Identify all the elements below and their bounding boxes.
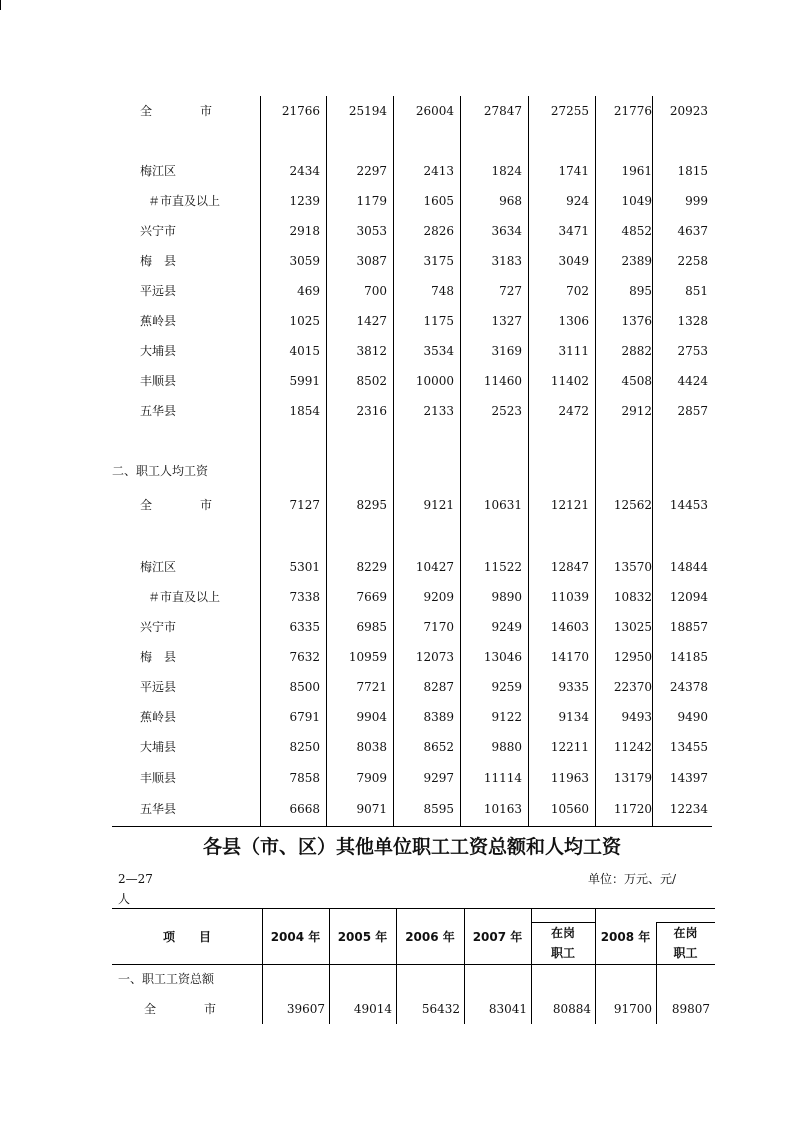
row-value-cell: 851 <box>685 284 708 298</box>
row-all-city-2004: 39607 <box>286 1002 325 1016</box>
row-value-cell: 1049 <box>621 194 652 208</box>
row-value-cell: 9134 <box>558 710 589 724</box>
row-value-cell: 10832 <box>613 590 652 604</box>
row-value-cell: 1376 <box>621 314 652 328</box>
table-number: 2—27 <box>118 872 153 886</box>
column-divider <box>460 96 461 826</box>
column-divider <box>260 96 261 826</box>
header-item: 项 目 <box>162 930 211 944</box>
column-divider <box>326 96 327 826</box>
row-value-cell: 7669 <box>356 590 387 604</box>
row-value-cell: 8229 <box>356 560 387 574</box>
row-value-cell: 999 <box>685 194 708 208</box>
row-value-cell: 12562 <box>613 498 652 512</box>
row-value-cell: 2912 <box>621 404 652 418</box>
row-value-cell <box>262 520 320 550</box>
row-value-cell: 3111 <box>558 344 589 358</box>
row-value-cell: 1961 <box>621 164 652 178</box>
row-value-cell <box>395 426 454 456</box>
row-value-cell: 11522 <box>483 560 522 574</box>
row-value-cell: 3471 <box>558 224 589 238</box>
row-label: 二、职工人均工资 <box>112 464 209 478</box>
row-value-cell: 6791 <box>289 710 320 724</box>
row-value-cell <box>395 520 454 550</box>
row-value-cell: 10000 <box>415 374 454 388</box>
row-value-cell: 4852 <box>621 224 652 238</box>
row-value-cell: 9249 <box>491 620 522 634</box>
row-label: 五华县 <box>140 404 177 418</box>
row-label: 全 市 <box>140 104 213 118</box>
row-value-cell: 924 <box>566 194 589 208</box>
row-label: 蕉岭县 <box>140 710 177 724</box>
column-divider <box>528 96 529 826</box>
row-value-cell: 1025 <box>289 314 320 328</box>
row-label: ＃市直及以上 <box>148 590 221 604</box>
row-value-cell: 2826 <box>423 224 454 238</box>
header-zaigang-2b: 职工 <box>673 946 698 960</box>
row-value-cell: 10560 <box>550 802 589 816</box>
row-value-cell: 14453 <box>669 498 708 512</box>
table-bottom-border <box>112 826 712 827</box>
row-label: 丰顺县 <box>140 771 177 785</box>
row-value-cell: 12073 <box>415 650 454 664</box>
table-row <box>112 186 712 216</box>
row-value-cell: 1605 <box>423 194 454 208</box>
row-value-cell: 13570 <box>613 560 652 574</box>
row-value-cell: 2523 <box>491 404 522 418</box>
row-value-cell: 12234 <box>669 802 708 816</box>
row-value-cell: 9490 <box>677 710 708 724</box>
row-value-cell <box>395 456 454 486</box>
row-value-cell: 2857 <box>677 404 708 418</box>
row-value-cell: 13455 <box>669 740 708 754</box>
row-value-cell <box>597 520 652 550</box>
row-value-cell: 8038 <box>356 740 387 754</box>
table-row <box>112 582 712 612</box>
row-value-cell <box>328 520 387 550</box>
row-value-cell: 3087 <box>356 254 387 268</box>
row-value-cell: 1741 <box>558 164 589 178</box>
row-value-cell: 18857 <box>669 620 708 634</box>
row-value-cell: 7127 <box>289 498 320 512</box>
table-row <box>112 520 712 550</box>
row-all-city-2007: 83041 <box>488 1002 527 1016</box>
row-value-cell: 3059 <box>289 254 320 268</box>
row-value-cell <box>328 126 387 156</box>
row-value-cell: 13046 <box>483 650 522 664</box>
row-value-cell: 2316 <box>356 404 387 418</box>
row-value-cell: 469 <box>297 284 320 298</box>
row-value-cell <box>530 456 589 486</box>
row-value-cell: 3183 <box>491 254 522 268</box>
row-label <box>112 426 262 456</box>
row-all-city-2008: 91700 <box>613 1002 652 1016</box>
header-2008: 2008 年 <box>600 930 651 944</box>
row-value-cell: 6335 <box>289 620 320 634</box>
row-value-cell: 5991 <box>289 374 320 388</box>
row-value-cell: 11114 <box>483 771 522 785</box>
row-value-cell: 13025 <box>613 620 652 634</box>
table-row <box>112 672 712 702</box>
header-zaigang-1a: 在岗 <box>550 926 575 940</box>
row-value-cell: 1179 <box>356 194 387 208</box>
row-value-cell <box>462 426 522 456</box>
row-value-cell: 9890 <box>491 590 522 604</box>
row-label: 梅江区 <box>140 164 177 178</box>
row-value-cell: 9493 <box>621 710 652 724</box>
row-value-cell: 10427 <box>415 560 454 574</box>
row-value-cell: 21766 <box>281 104 320 118</box>
row-value-cell: 4508 <box>621 374 652 388</box>
row-value-cell <box>262 426 320 456</box>
row-value-cell: 9121 <box>423 498 454 512</box>
row-value-cell: 8595 <box>423 802 454 816</box>
row-label: 梅江区 <box>140 560 177 574</box>
row-value-cell: 24378 <box>669 680 708 694</box>
row-value-cell <box>660 426 708 456</box>
row-value-cell: 9880 <box>491 740 522 754</box>
row-value-cell: 3812 <box>356 344 387 358</box>
row-value-cell: 8389 <box>423 710 454 724</box>
row-value-cell: 27255 <box>550 104 589 118</box>
row-value-cell: 2753 <box>677 344 708 358</box>
row-value-cell <box>530 426 589 456</box>
row-value-cell: 14170 <box>550 650 589 664</box>
table-row <box>112 216 712 246</box>
row-value-cell: 2918 <box>289 224 320 238</box>
row-value-cell: 10163 <box>483 802 522 816</box>
row-value-cell <box>328 456 387 486</box>
row-value-cell: 1815 <box>677 164 708 178</box>
table-row <box>112 276 712 306</box>
row-value-cell: 14844 <box>669 560 708 574</box>
table-row <box>112 642 712 672</box>
row-value-cell: 22370 <box>613 680 652 694</box>
row-value-cell: 11720 <box>613 802 652 816</box>
row-value-cell: 8295 <box>356 498 387 512</box>
row-all-city-zaigang-2007: 80884 <box>552 1002 591 1016</box>
row-label <box>112 126 262 156</box>
row-value-cell: 21776 <box>613 104 652 118</box>
table-row <box>112 426 712 456</box>
column-divider <box>595 96 596 826</box>
row-value-cell: 14185 <box>669 650 708 664</box>
row-value-cell: 4424 <box>677 374 708 388</box>
row-value-cell <box>262 456 320 486</box>
row-value-cell: 25194 <box>348 104 387 118</box>
row-value-cell: 8652 <box>423 740 454 754</box>
row-value-cell: 2434 <box>289 164 320 178</box>
row-value-cell: 727 <box>499 284 522 298</box>
row-value-cell <box>462 456 522 486</box>
row-value-cell: 27847 <box>483 104 522 118</box>
row-value-cell: 2258 <box>677 254 708 268</box>
row-value-cell: 4015 <box>289 344 320 358</box>
row-value-cell: 1175 <box>423 314 454 328</box>
row-value-cell: 3049 <box>558 254 589 268</box>
column-divider <box>652 96 653 826</box>
row-value-cell: 2297 <box>356 164 387 178</box>
row-label: ＃市直及以上 <box>148 194 221 208</box>
row-value-cell: 9297 <box>423 771 454 785</box>
header-zaigang-1b: 职工 <box>550 946 575 960</box>
header-zaigang-2a: 在岗 <box>673 926 698 940</box>
table-row <box>112 490 712 520</box>
row-value-cell <box>597 456 652 486</box>
table-row <box>112 96 712 126</box>
row-label <box>112 520 262 550</box>
row-value-cell: 11039 <box>550 590 589 604</box>
row-value-cell: 1327 <box>491 314 522 328</box>
row-value-cell: 12950 <box>613 650 652 664</box>
row-value-cell: 7721 <box>356 680 387 694</box>
row-value-cell <box>530 126 589 156</box>
row-all-city-2006: 56432 <box>421 1002 460 1016</box>
row-label: 梅 县 <box>140 254 177 268</box>
row-value-cell: 11460 <box>483 374 522 388</box>
header-2004: 2004 年 <box>270 930 321 944</box>
row-value-cell: 8287 <box>423 680 454 694</box>
row-value-cell <box>462 520 522 550</box>
row-value-cell: 6985 <box>356 620 387 634</box>
row-label: 五华县 <box>140 802 177 816</box>
table-row <box>112 126 712 156</box>
table-title: 各县（市、区）其他单位职工工资总额和人均工资 <box>202 836 621 858</box>
row-value-cell: 12211 <box>550 740 589 754</box>
row-value-cell: 1239 <box>289 194 320 208</box>
row-value-cell: 9122 <box>491 710 522 724</box>
row-label: 兴宁市 <box>140 620 177 634</box>
row-value-cell: 4637 <box>677 224 708 238</box>
table-row <box>112 156 712 186</box>
row-value-cell: 2133 <box>423 404 454 418</box>
row-value-cell: 2472 <box>558 404 589 418</box>
row-value-cell: 9209 <box>423 590 454 604</box>
row-value-cell: 9335 <box>558 680 589 694</box>
row-value-cell: 10631 <box>483 498 522 512</box>
row-value-cell <box>328 426 387 456</box>
row-value-cell: 14397 <box>669 771 708 785</box>
row-value-cell <box>262 126 320 156</box>
section-total-wages-label: 一、职工工资总额 <box>118 972 215 986</box>
row-value-cell: 2882 <box>621 344 652 358</box>
column-divider <box>393 96 394 826</box>
row-value-cell <box>462 126 522 156</box>
row-value-cell <box>597 426 652 456</box>
row-label: 平远县 <box>140 680 177 694</box>
row-value-cell: 9904 <box>356 710 387 724</box>
row-value-cell: 7170 <box>423 620 454 634</box>
row-value-cell: 3534 <box>423 344 454 358</box>
row-value-cell: 14603 <box>550 620 589 634</box>
page-corner-mark <box>0 0 1 10</box>
table-row <box>112 552 712 582</box>
row-value-cell: 8500 <box>289 680 320 694</box>
table-row <box>112 246 712 276</box>
row-all-city-label: 全 市 <box>144 1002 217 1016</box>
row-value-cell: 1328 <box>677 314 708 328</box>
table-row <box>112 702 712 732</box>
row-value-cell: 3634 <box>491 224 522 238</box>
row-value-cell: 895 <box>629 284 652 298</box>
row-value-cell: 11963 <box>550 771 589 785</box>
unit-label-continued: 人 <box>118 892 131 906</box>
row-value-cell: 702 <box>566 284 589 298</box>
row-value-cell: 968 <box>499 194 522 208</box>
row-value-cell: 2413 <box>423 164 454 178</box>
row-value-cell: 13179 <box>613 771 652 785</box>
row-label: 丰顺县 <box>140 374 177 388</box>
second-data-table <box>112 908 715 1028</box>
row-value-cell: 20923 <box>669 104 708 118</box>
table-row <box>112 612 712 642</box>
header-2005: 2005 年 <box>337 930 388 944</box>
row-label: 蕉岭县 <box>140 314 177 328</box>
row-value-cell: 7909 <box>356 771 387 785</box>
row-label: 大埔县 <box>140 344 177 358</box>
row-value-cell: 5301 <box>289 560 320 574</box>
row-value-cell: 11242 <box>613 740 652 754</box>
table-row <box>112 794 712 824</box>
row-value-cell: 11402 <box>550 374 589 388</box>
row-value-cell <box>395 126 454 156</box>
header-2007: 2007 年 <box>472 930 523 944</box>
row-value-cell: 2389 <box>621 254 652 268</box>
table-row <box>112 366 712 396</box>
row-value-cell: 1306 <box>558 314 589 328</box>
row-label: 大埔县 <box>140 740 177 754</box>
table-row <box>112 396 712 426</box>
row-value-cell: 748 <box>431 284 454 298</box>
row-value-cell: 12094 <box>669 590 708 604</box>
row-value-cell: 7632 <box>289 650 320 664</box>
row-value-cell: 3175 <box>423 254 454 268</box>
table-row <box>112 336 712 366</box>
row-value-cell: 8502 <box>356 374 387 388</box>
row-value-cell: 12121 <box>550 498 589 512</box>
table-row <box>112 763 712 793</box>
row-value-cell: 7858 <box>289 771 320 785</box>
row-value-cell: 1427 <box>356 314 387 328</box>
row-value-cell: 1854 <box>289 404 320 418</box>
row-value-cell: 7338 <box>289 590 320 604</box>
row-label: 全 市 <box>140 498 213 512</box>
row-all-city-2005: 49014 <box>353 1002 392 1016</box>
table-row <box>112 732 712 762</box>
row-value-cell: 12847 <box>550 560 589 574</box>
row-value-cell <box>660 126 708 156</box>
row-label: 梅 县 <box>140 650 177 664</box>
table-row <box>112 306 712 336</box>
row-value-cell: 10959 <box>348 650 387 664</box>
row-value-cell: 9259 <box>491 680 522 694</box>
row-all-city-zaigang-2008: 89807 <box>671 1002 710 1016</box>
row-value-cell: 3053 <box>356 224 387 238</box>
row-value-cell <box>660 520 708 550</box>
row-value-cell: 9071 <box>356 802 387 816</box>
row-value-cell: 700 <box>364 284 387 298</box>
unit-label: 单位：万元、元/ <box>588 872 677 886</box>
table-row <box>112 456 712 486</box>
row-label: 平远县 <box>140 284 177 298</box>
row-value-cell: 26004 <box>415 104 454 118</box>
row-value-cell <box>530 520 589 550</box>
row-value-cell: 6668 <box>289 802 320 816</box>
header-2006: 2006 年 <box>405 930 455 944</box>
row-value-cell: 8250 <box>289 740 320 754</box>
row-value-cell <box>597 126 652 156</box>
row-value-cell: 3169 <box>491 344 522 358</box>
row-label: 兴宁市 <box>140 224 177 238</box>
row-value-cell: 1824 <box>491 164 522 178</box>
row-value-cell <box>660 456 708 486</box>
